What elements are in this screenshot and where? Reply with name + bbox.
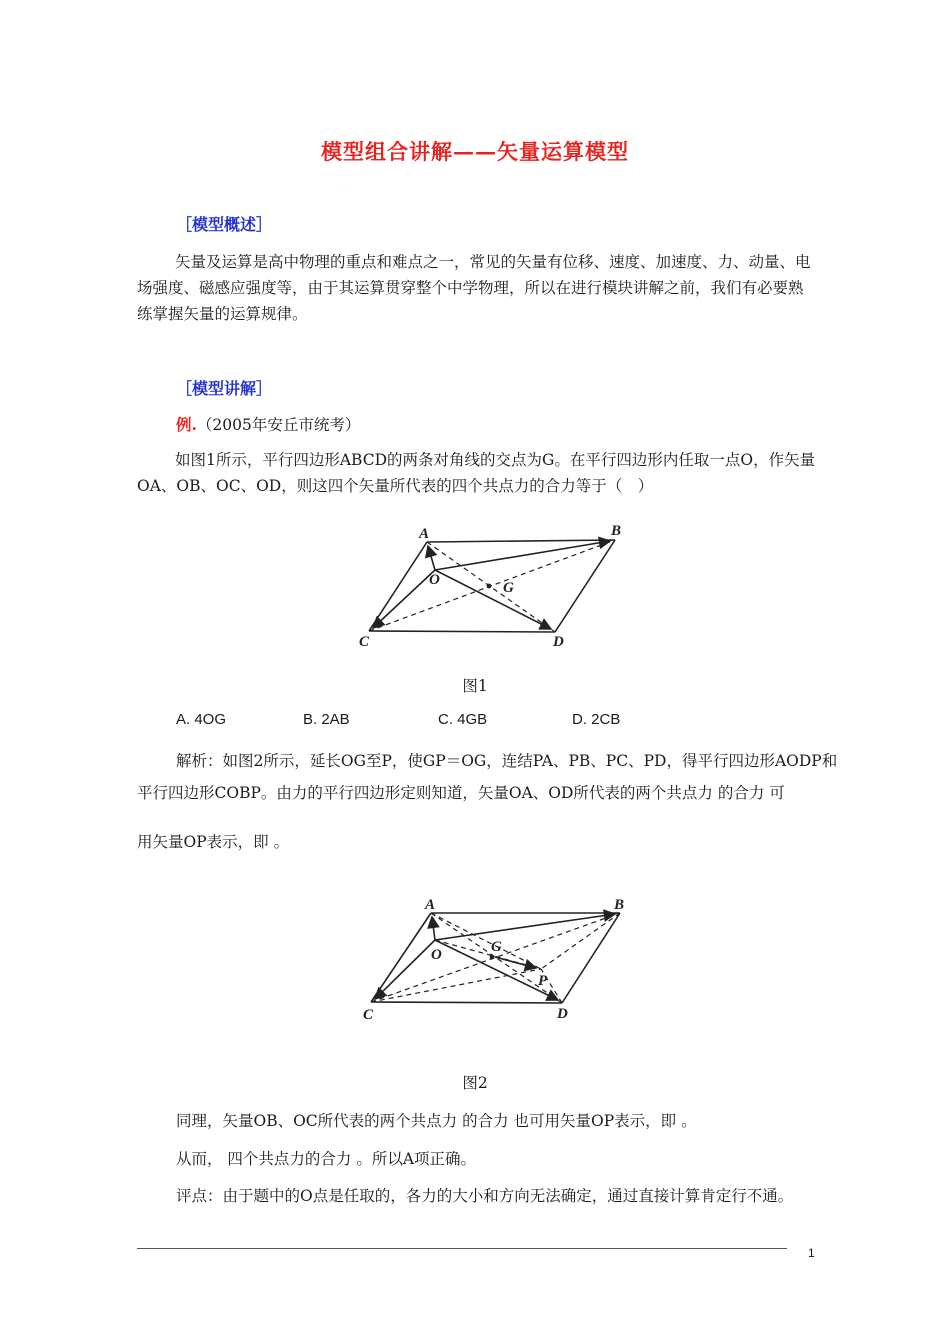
figure-2-caption: 图2 — [462, 1074, 488, 1092]
vector-ob — [435, 541, 610, 570]
analysis-line-3: 用矢量OP表示，即 。 — [137, 833, 290, 851]
analysis-line-2: 平行四边形COBP。由力的平行四边形定则知道，矢量OA、OD所代表的两个共点力 的合力 可 — [137, 784, 785, 802]
segment-pb — [541, 913, 620, 969]
label-g: G — [491, 939, 502, 955]
label-d: D — [557, 1006, 568, 1022]
overview-heading: ［模型概述］ — [176, 215, 273, 234]
segment-pc — [371, 969, 541, 1002]
segment-pa — [431, 913, 541, 969]
label-c: C — [363, 1007, 374, 1023]
label-b: B — [611, 523, 622, 539]
label-a: A — [425, 897, 436, 913]
label-b: B — [614, 897, 625, 913]
point-g — [487, 584, 492, 589]
conclusion-text: 从而， 四个共点力的合力 。所以A项正确。 — [176, 1150, 477, 1168]
vector-oa — [428, 546, 435, 570]
label-o: O — [431, 947, 442, 963]
label-a: A — [419, 526, 430, 542]
analysis-line-1: 解析：如图2所示，延长OG至P，使GP＝OG，连结PA、PB、PC、PD，得平行四边形AODP和 — [176, 752, 838, 770]
edge-ac — [371, 913, 431, 1002]
similar-text: 同理，矢量OB、OC所代表的两个共点力 的合力 也可用矢量OP表示，即 。 — [176, 1112, 697, 1130]
page-number: 1 — [808, 1246, 815, 1260]
point-g — [490, 955, 495, 960]
label-d: D — [553, 634, 564, 650]
overview-paragraph: 矢量及运算是高中物理的重点和难点之一，常见的矢量有位移、速度、加速度、力、动量、电场强度、磁感应强度等，由于其运算贯穿整个中学物理，所以在进行模块讲解之前，我们有必要熟练掌握矢量的运算规律。 — [137, 253, 811, 323]
explanation-heading: ［模型讲解］ — [176, 379, 273, 398]
label-p: P — [538, 973, 548, 989]
option-c: C. 4GB — [438, 711, 488, 728]
question-text: 如图1所示，平行四边形ABCD的两条对角线的交点为G。在平行四边形内任取一点O，作矢量OA、OB、OC、OD，则这四个矢量所代表的四个共点力的合力等于（ ） — [137, 451, 816, 495]
label-c: C — [359, 634, 370, 650]
comment-text: 评点：由于题中的O点是任取的，各力的大小和方向无法确定，通过直接计算肯定行不通。 — [176, 1187, 794, 1205]
vector-od — [435, 570, 551, 629]
edge-bd — [562, 913, 620, 1003]
vector-op — [495, 957, 536, 968]
figure-1-caption: 图1 — [462, 677, 488, 695]
edge-bd — [555, 540, 615, 632]
footer-divider — [137, 1248, 787, 1249]
edge-cd — [369, 631, 555, 632]
figure-2-diagram — [355, 893, 635, 1028]
edge-cd — [371, 1002, 562, 1003]
example-label: 例. — [176, 415, 197, 434]
option-b: B. 2AB — [303, 711, 350, 728]
option-d: D. 2CB — [572, 711, 621, 728]
page-title: 模型组合讲解——矢量运算模型 — [321, 139, 629, 164]
option-a: A. 4OG — [176, 711, 227, 728]
label-o: O — [429, 572, 440, 588]
example-line — [176, 413, 360, 435]
figure-1-diagram — [355, 520, 625, 650]
diagonal-cb — [369, 540, 615, 631]
example-source: （2005年安丘市统考） — [196, 416, 361, 434]
vector-oa — [432, 917, 435, 940]
label-g: G — [503, 580, 514, 596]
edge-ab — [427, 540, 615, 542]
